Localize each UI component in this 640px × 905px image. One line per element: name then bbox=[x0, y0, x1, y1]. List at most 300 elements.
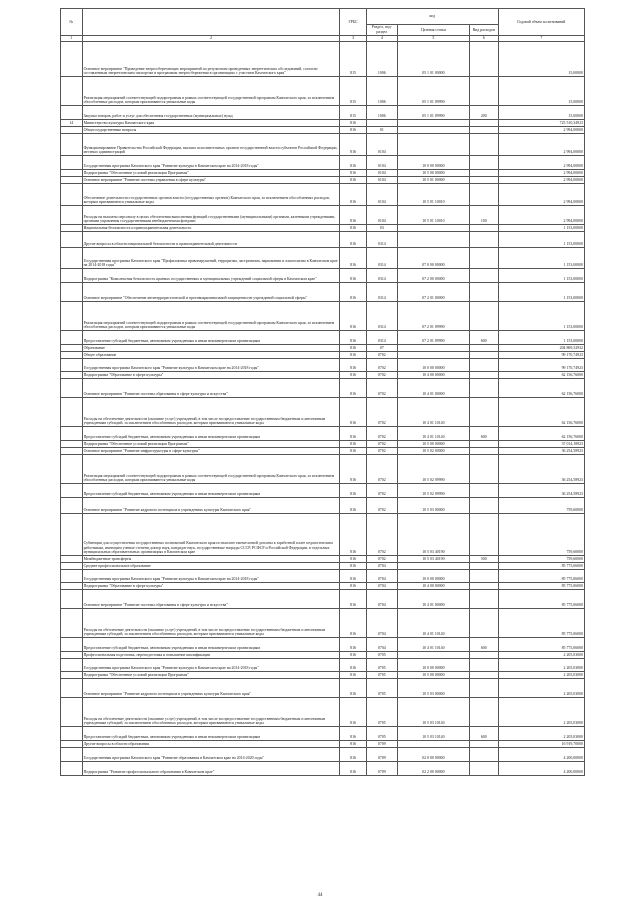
item-name: Предоставление субсидий бюджетным, автономным учреждениям и иным некоммерческим организациям bbox=[82, 727, 340, 741]
item-name: Государственная программа Камчатского края "Профилактика правонарушений, терроризма, экстремизма, наркомании и алкоголизма в Камчатском крае на 2014-2018 годы" bbox=[82, 248, 340, 269]
allocation-sum: 2 994,00000 bbox=[498, 170, 584, 177]
row-number bbox=[61, 283, 83, 302]
expense-type bbox=[469, 352, 498, 359]
grbs-code: 816 bbox=[340, 672, 366, 679]
allocation-sum: 85 775,06000 bbox=[498, 570, 584, 583]
allocation-sum: 725 510,34923 bbox=[498, 120, 584, 127]
item-name: Образование bbox=[82, 345, 340, 352]
item-name: Межбюджетные трансферты bbox=[82, 556, 340, 563]
section-code: 0705 bbox=[366, 652, 397, 659]
expense-type bbox=[469, 583, 498, 590]
target-article: 10 5 03 40190 bbox=[397, 514, 469, 556]
allocation-sum: 2 205,03000 bbox=[498, 679, 584, 698]
grbs-code: 816 bbox=[340, 748, 366, 762]
allocation-sum: 4 200,00000 bbox=[498, 748, 584, 762]
table-row bbox=[61, 455, 585, 484]
table-row bbox=[61, 248, 585, 269]
grbs-code: 816 bbox=[340, 652, 366, 659]
expense-type bbox=[469, 170, 498, 177]
table-row bbox=[61, 609, 585, 638]
section-code: 0709 bbox=[366, 741, 397, 748]
header-grbs: ГРБС bbox=[340, 9, 366, 36]
grbs-code: 816 bbox=[340, 184, 366, 206]
row-number bbox=[61, 269, 83, 283]
expense-type bbox=[469, 283, 498, 302]
item-name: Реализация мероприятий соответствующей подпрограммы в рамках соответствующей государственной программы Камчатского края, за исключением обособленных расходов, которым присваиваются уникальные коды bbox=[82, 455, 340, 484]
target-article: 05 1 01 00000 bbox=[397, 42, 469, 77]
expense-type bbox=[469, 698, 498, 727]
header-vr: Вид расходов bbox=[469, 25, 498, 36]
expense-type bbox=[469, 590, 498, 609]
section-code: 1006 bbox=[366, 77, 397, 106]
expense-type bbox=[469, 232, 498, 248]
grbs-code: 816 bbox=[340, 679, 366, 698]
allocation-sum: 36 254,58923 bbox=[498, 484, 584, 498]
table-row bbox=[61, 514, 585, 556]
grbs-code: 816 bbox=[340, 345, 366, 352]
item-name: Подпрограмма "Образование в сфере культуры" bbox=[82, 583, 340, 590]
table-row bbox=[61, 302, 585, 331]
table-row bbox=[61, 120, 585, 127]
section-code: 0702 bbox=[366, 448, 397, 455]
table-row bbox=[61, 77, 585, 106]
section-code: 0705 bbox=[366, 679, 397, 698]
target-article bbox=[397, 345, 469, 352]
allocation-sum: 2 994,00000 bbox=[498, 206, 584, 225]
row-number bbox=[61, 441, 83, 448]
section-code: 0702 bbox=[366, 427, 397, 441]
allocation-sum: 36 254,58923 bbox=[498, 455, 584, 484]
target-article: 10 0 00 00000 bbox=[397, 570, 469, 583]
grbs-code: 816 bbox=[340, 609, 366, 638]
item-name: Другие вопросы в области образования bbox=[82, 741, 340, 748]
grbs-code: 816 bbox=[340, 563, 366, 570]
header-cs: Целевая статья bbox=[397, 25, 469, 36]
item-name: Общегосударственные вопросы bbox=[82, 127, 340, 134]
grbs-code: 816 bbox=[340, 156, 366, 170]
row-number bbox=[61, 225, 83, 232]
section-code: 0104 bbox=[366, 184, 397, 206]
row-number bbox=[61, 170, 83, 177]
table-row bbox=[61, 134, 585, 156]
allocation-sum: 85 775,06000 bbox=[498, 563, 584, 570]
allocation-sum: 99 170,74923 bbox=[498, 359, 584, 372]
allocation-sum: 1 153,00000 bbox=[498, 302, 584, 331]
expense-type bbox=[469, 359, 498, 372]
table-row bbox=[61, 106, 585, 120]
item-name: Основное мероприятие "Развитие системы управления в сфере культуры" bbox=[82, 177, 340, 184]
row-number bbox=[61, 427, 83, 441]
allocation-sum: 1 153,00000 bbox=[498, 248, 584, 269]
table-row bbox=[61, 206, 585, 225]
expense-type: 100 bbox=[469, 206, 498, 225]
item-name: Государственная программа Камчатского края "Развитие культуры в Камчатском крае на 2014-2018 годы" bbox=[82, 659, 340, 672]
row-number bbox=[61, 184, 83, 206]
allocation-sum: 36 254,58923 bbox=[498, 448, 584, 455]
allocation-sum: 1 153,00000 bbox=[498, 269, 584, 283]
target-article: 10 5 03 10140 bbox=[397, 698, 469, 727]
section-code: 0104 bbox=[366, 156, 397, 170]
expense-type bbox=[469, 269, 498, 283]
section-code: 01 bbox=[366, 127, 397, 134]
row-number bbox=[61, 672, 83, 679]
grbs-code: 816 bbox=[340, 698, 366, 727]
row-number bbox=[61, 379, 83, 398]
item-name: Государственная программа Камчатского края "Развитие образования в Камчатском крае на 2014-2020 годы" bbox=[82, 748, 340, 762]
item-name: Основное мероприятие "Обеспечение антитеррористической и противокриминальной защищенности учреждений социальной сферы" bbox=[82, 283, 340, 302]
allocation-sum: 2 205,03000 bbox=[498, 698, 584, 727]
target-article: 07 2 00 00000 bbox=[397, 269, 469, 283]
expense-type bbox=[469, 762, 498, 776]
grbs-code: 816 bbox=[340, 590, 366, 609]
grbs-code: 816 bbox=[340, 352, 366, 359]
target-article bbox=[397, 120, 469, 127]
allocation-sum: 62 156,76000 bbox=[498, 427, 584, 441]
item-name: Функционирование Правительства Российской Федерации, высших исполнительных органов государственной власти субъектов Российской Федерации, местных администраций bbox=[82, 134, 340, 156]
grbs-code: 816 bbox=[340, 134, 366, 156]
section-code: 0702 bbox=[366, 352, 397, 359]
column-index: 4 bbox=[366, 36, 397, 42]
section-code: 0704 bbox=[366, 609, 397, 638]
expense-type bbox=[469, 652, 498, 659]
item-name: Расходы на выплаты персоналу в целях обеспечения выполнения функций государственными (муниципальными) органами, казенными учреждениями, органами управления государственными внебюджетными фондами bbox=[82, 206, 340, 225]
target-article: 10 5 00 00000 bbox=[397, 672, 469, 679]
table-row bbox=[61, 331, 585, 345]
target-article: 07 0 00 00000 bbox=[397, 248, 469, 269]
table-row bbox=[61, 156, 585, 170]
grbs-code: 816 bbox=[340, 583, 366, 590]
expense-type bbox=[469, 679, 498, 698]
section-code: 1006 bbox=[366, 42, 397, 77]
allocation-sum: 1 153,00000 bbox=[498, 331, 584, 345]
grbs-code: 816 bbox=[340, 177, 366, 184]
target-article: 10 0 00 00000 bbox=[397, 659, 469, 672]
target-article: 10 0 00 00000 bbox=[397, 156, 469, 170]
section-code: 0104 bbox=[366, 170, 397, 177]
table-body bbox=[61, 42, 585, 776]
allocation-sum: 759,60000 bbox=[498, 556, 584, 563]
expense-type bbox=[469, 609, 498, 638]
expense-type bbox=[469, 748, 498, 762]
expense-type bbox=[469, 659, 498, 672]
grbs-code: 816 bbox=[340, 302, 366, 331]
section-code: 0104 bbox=[366, 134, 397, 156]
item-name: Реализация мероприятий соответствующей подпрограммы в рамках соответствующей государственной программы Камчатского края, за исключением обособленных расходов, которым присваиваются уникальные коды bbox=[82, 302, 340, 331]
allocation-sum: 62 156,76000 bbox=[498, 372, 584, 379]
target-article: 10 5 03 40190 bbox=[397, 556, 469, 563]
item-name: Министерство культуры Камчатского края bbox=[82, 120, 340, 127]
row-number bbox=[61, 177, 83, 184]
column-index: 5 bbox=[397, 36, 469, 42]
grbs-code: 815 bbox=[340, 106, 366, 120]
section-code: 0702 bbox=[366, 498, 397, 514]
budget-table-page bbox=[60, 8, 585, 776]
expense-type bbox=[469, 42, 498, 77]
row-number bbox=[61, 679, 83, 698]
item-name: Подпрограмма "Образование в сфере культуры" bbox=[82, 372, 340, 379]
allocation-sum: 759,60000 bbox=[498, 514, 584, 556]
table-row bbox=[61, 727, 585, 741]
allocation-sum: 15,00000 bbox=[498, 106, 584, 120]
target-article bbox=[397, 563, 469, 570]
row-number bbox=[61, 556, 83, 563]
section-code: 0705 bbox=[366, 672, 397, 679]
allocation-sum: 85 775,06000 bbox=[498, 638, 584, 652]
table-row bbox=[61, 448, 585, 455]
target-article: 10 4 00 00000 bbox=[397, 583, 469, 590]
grbs-code: 816 bbox=[340, 455, 366, 484]
expense-type bbox=[469, 302, 498, 331]
row-number bbox=[61, 359, 83, 372]
allocation-sum: 85 775,06000 bbox=[498, 609, 584, 638]
grbs-code: 816 bbox=[340, 398, 366, 427]
row-number bbox=[61, 134, 83, 156]
table-row bbox=[61, 748, 585, 762]
item-name: Подпрограмма "Обеспечение условий реализации Программы" bbox=[82, 170, 340, 177]
section-code: 0704 bbox=[366, 590, 397, 609]
grbs-code: 816 bbox=[340, 514, 366, 556]
target-article: 10 5 02 00000 bbox=[397, 448, 469, 455]
row-number: 14 bbox=[61, 120, 83, 127]
section-code: 0704 bbox=[366, 563, 397, 570]
table-row bbox=[61, 498, 585, 514]
item-name: Государственная программа Камчатского края "Развитие культуры в Камчатском крае на 2014-2018 годы" bbox=[82, 156, 340, 170]
row-number bbox=[61, 563, 83, 570]
expense-type bbox=[469, 120, 498, 127]
allocation-sum: 2 205,03000 bbox=[498, 652, 584, 659]
table-row bbox=[61, 556, 585, 563]
row-number bbox=[61, 345, 83, 352]
item-name: Государственная программа Камчатского края "Развитие культуры в Камчатском крае на 2014-2018 годы" bbox=[82, 359, 340, 372]
expense-type bbox=[469, 741, 498, 748]
grbs-code: 816 bbox=[340, 441, 366, 448]
target-article: 10 5 03 00000 bbox=[397, 498, 469, 514]
item-name: Подпрограмма "Развитие профессионального образования в Камчатском крае" bbox=[82, 762, 340, 776]
row-number bbox=[61, 652, 83, 659]
grbs-code: 816 bbox=[340, 427, 366, 441]
allocation-sum: 4 200,00000 bbox=[498, 762, 584, 776]
allocation-sum: 15,00000 bbox=[498, 77, 584, 106]
row-number bbox=[61, 372, 83, 379]
target-article: 10 5 02 09990 bbox=[397, 484, 469, 498]
section-code: 0704 bbox=[366, 638, 397, 652]
table-row bbox=[61, 283, 585, 302]
target-article bbox=[397, 225, 469, 232]
table-row bbox=[61, 563, 585, 570]
allocation-sum: 62 156,76000 bbox=[498, 379, 584, 398]
table-row bbox=[61, 269, 585, 283]
target-article: 10 4 00 00000 bbox=[397, 372, 469, 379]
target-article bbox=[397, 741, 469, 748]
allocation-sum: 2 994,00000 bbox=[498, 156, 584, 170]
target-article: 02 2 00 00000 bbox=[397, 762, 469, 776]
item-name: Предоставление субсидий бюджетным, автономным учреждениям и иным некоммерческим организациям bbox=[82, 331, 340, 345]
table-row bbox=[61, 672, 585, 679]
row-number bbox=[61, 302, 83, 331]
row-number bbox=[61, 659, 83, 672]
expense-type bbox=[469, 127, 498, 134]
table-row bbox=[61, 232, 585, 248]
grbs-code: 816 bbox=[340, 248, 366, 269]
table-row bbox=[61, 679, 585, 698]
table-row bbox=[61, 372, 585, 379]
item-name: Основное мероприятие "Развитие системы образования в сфере культуры и искусства" bbox=[82, 379, 340, 398]
section-code: 03 bbox=[366, 225, 397, 232]
expense-type bbox=[469, 134, 498, 156]
target-article: 10 4 01 00000 bbox=[397, 379, 469, 398]
table-row bbox=[61, 583, 585, 590]
expense-type bbox=[469, 455, 498, 484]
row-number bbox=[61, 741, 83, 748]
expense-type bbox=[469, 184, 498, 206]
grbs-code: 816 bbox=[340, 170, 366, 177]
row-number bbox=[61, 498, 83, 514]
target-article: 10 4 01 10140 bbox=[397, 638, 469, 652]
expense-type bbox=[469, 514, 498, 556]
row-number bbox=[61, 106, 83, 120]
item-name: Расходы на обеспечение деятельности (оказание услуг) учреждений, в том числе на предоставление государственным бюджетным и автономным учреждениям субсидий, за исключением обособленных расходов, которым присваиваются уникальные коды bbox=[82, 609, 340, 638]
expense-type bbox=[469, 498, 498, 514]
allocation-sum: 15,00000 bbox=[498, 42, 584, 77]
grbs-code: 816 bbox=[340, 741, 366, 748]
row-number bbox=[61, 727, 83, 741]
target-article: 07 2 01 09990 bbox=[397, 331, 469, 345]
expense-type bbox=[469, 563, 498, 570]
allocation-sum: 1 153,00000 bbox=[498, 283, 584, 302]
page-number: 44 bbox=[317, 893, 323, 898]
allocation-sum: 204 869,52932 bbox=[498, 345, 584, 352]
item-name: Профессиональная подготовка, переподготовка и повышение квалификации bbox=[82, 652, 340, 659]
table-row bbox=[61, 398, 585, 427]
section-code: 0314 bbox=[366, 283, 397, 302]
expense-type bbox=[469, 77, 498, 106]
section-code: 0702 bbox=[366, 556, 397, 563]
expense-type: 200 bbox=[469, 106, 498, 120]
target-article bbox=[397, 232, 469, 248]
grbs-code: 816 bbox=[340, 448, 366, 455]
grbs-code: 815 bbox=[340, 42, 366, 77]
section-code: 0705 bbox=[366, 727, 397, 741]
allocation-sum: 85 775,06000 bbox=[498, 583, 584, 590]
grbs-code: 815 bbox=[340, 77, 366, 106]
allocation-sum: 99 170,74923 bbox=[498, 352, 584, 359]
grbs-code: 816 bbox=[340, 120, 366, 127]
allocation-sum: 2 994,00000 bbox=[498, 127, 584, 134]
allocation-sum: 2 205,03000 bbox=[498, 672, 584, 679]
expense-type bbox=[469, 672, 498, 679]
target-article: 10 4 01 00000 bbox=[397, 590, 469, 609]
grbs-code: 816 bbox=[340, 638, 366, 652]
item-name: Предоставление субсидий бюджетным, автономным учреждениям и иным некоммерческим организациям bbox=[82, 427, 340, 441]
item-name: Субвенции для осуществления государственных полномочий Камчатского края по выплате ежемесячной доплаты к заработной плате педагогическим работникам, имеющим ученые степени доктор наук, кандидат наук, государственные награды СССР, РСФСР и Российской Федерации, в отдельных муниципальных образовательных организациях в Камчатском крае bbox=[82, 514, 340, 556]
section-code: 0314 bbox=[366, 248, 397, 269]
target-article: 10 5 02 09990 bbox=[397, 455, 469, 484]
allocation-sum: 2 994,00000 bbox=[498, 177, 584, 184]
table-row bbox=[61, 345, 585, 352]
target-article: 02 0 00 00000 bbox=[397, 748, 469, 762]
section-code: 0314 bbox=[366, 269, 397, 283]
target-article bbox=[397, 127, 469, 134]
table-row bbox=[61, 652, 585, 659]
item-name: Другие вопросы в области национальной безопасности и правоохранительной деятельности bbox=[82, 232, 340, 248]
expense-type bbox=[469, 484, 498, 498]
allocation-sum: 2 205,03000 bbox=[498, 659, 584, 672]
table-row bbox=[61, 225, 585, 232]
section-code: 0104 bbox=[366, 206, 397, 225]
header-code-group: код bbox=[366, 9, 498, 25]
table-row bbox=[61, 127, 585, 134]
budget-table bbox=[60, 8, 585, 776]
item-name: Предоставление субсидий бюджетным, автономным учреждениям и иным некоммерческим организациям bbox=[82, 638, 340, 652]
item-name: Закупка товаров, работ и услуг для обеспечения государственных (муниципальных) нужд bbox=[82, 106, 340, 120]
target-article: 10 4 01 10140 bbox=[397, 609, 469, 638]
row-number bbox=[61, 590, 83, 609]
item-name: Подпрограмма "Обеспечение условий реализации Программы" bbox=[82, 672, 340, 679]
row-number bbox=[61, 484, 83, 498]
item-name: Расходы на обеспечение деятельности (оказание услуг) учреждений, в том числе на предоставление государственным бюджетным и автономным учреждениям субсидий, за исключением обособленных расходов, которым присваиваются уникальные коды bbox=[82, 398, 340, 427]
row-number bbox=[61, 206, 83, 225]
expense-type bbox=[469, 248, 498, 269]
item-name: Расходы на обеспечение деятельности (оказание услуг) учреждений, в том числе на предоставление государственным бюджетным и автономным учреждениям субсидий, за исключением обособленных расходов, которым присваиваются уникальные коды bbox=[82, 698, 340, 727]
allocation-sum: 1 153,00000 bbox=[498, 225, 584, 232]
section-code: 0702 bbox=[366, 359, 397, 372]
target-article: 10 5 03 10140 bbox=[397, 727, 469, 741]
row-number bbox=[61, 232, 83, 248]
target-article: 07 2 01 00000 bbox=[397, 283, 469, 302]
row-number bbox=[61, 570, 83, 583]
allocation-sum: 85 775,06000 bbox=[498, 590, 584, 609]
grbs-code: 816 bbox=[340, 570, 366, 583]
section-code: 0702 bbox=[366, 455, 397, 484]
table-row bbox=[61, 441, 585, 448]
grbs-code: 816 bbox=[340, 232, 366, 248]
grbs-code: 816 bbox=[340, 206, 366, 225]
row-number bbox=[61, 762, 83, 776]
allocation-sum: 16 919,70000 bbox=[498, 741, 584, 748]
row-number bbox=[61, 127, 83, 134]
section-code: 1006 bbox=[366, 106, 397, 120]
grbs-code: 816 bbox=[340, 225, 366, 232]
target-article: 05 1 01 09990 bbox=[397, 106, 469, 120]
row-number bbox=[61, 638, 83, 652]
table-row bbox=[61, 698, 585, 727]
section-code: 0702 bbox=[366, 379, 397, 398]
grbs-code: 816 bbox=[340, 498, 366, 514]
item-name: Основное мероприятие "Развитие кадрового потенциала в учреждениях культуры Камчатского края" bbox=[82, 498, 340, 514]
table-row bbox=[61, 170, 585, 177]
section-code: 0704 bbox=[366, 583, 397, 590]
grbs-code: 816 bbox=[340, 331, 366, 345]
section-code: 0705 bbox=[366, 659, 397, 672]
row-number bbox=[61, 398, 83, 427]
grbs-code: 816 bbox=[340, 659, 366, 672]
section-code: 0704 bbox=[366, 570, 397, 583]
grbs-code: 816 bbox=[340, 727, 366, 741]
item-name: Реализация мероприятий соответствующей подпрограммы в рамках соответствующей государственной программы Камчатского края, за исключением обособленных расходов, которым присваиваются уникальные коды bbox=[82, 77, 340, 106]
allocation-sum: 759,60000 bbox=[498, 498, 584, 514]
section-code: 0702 bbox=[366, 484, 397, 498]
row-number bbox=[61, 448, 83, 455]
target-article: 10 5 03 00000 bbox=[397, 679, 469, 698]
target-article: 10 4 01 10140 bbox=[397, 427, 469, 441]
expense-type: 500 bbox=[469, 556, 498, 563]
expense-type bbox=[469, 441, 498, 448]
table-row bbox=[61, 177, 585, 184]
row-number bbox=[61, 352, 83, 359]
section-code: 0709 bbox=[366, 748, 397, 762]
table-row bbox=[61, 570, 585, 583]
expense-type: 600 bbox=[469, 331, 498, 345]
